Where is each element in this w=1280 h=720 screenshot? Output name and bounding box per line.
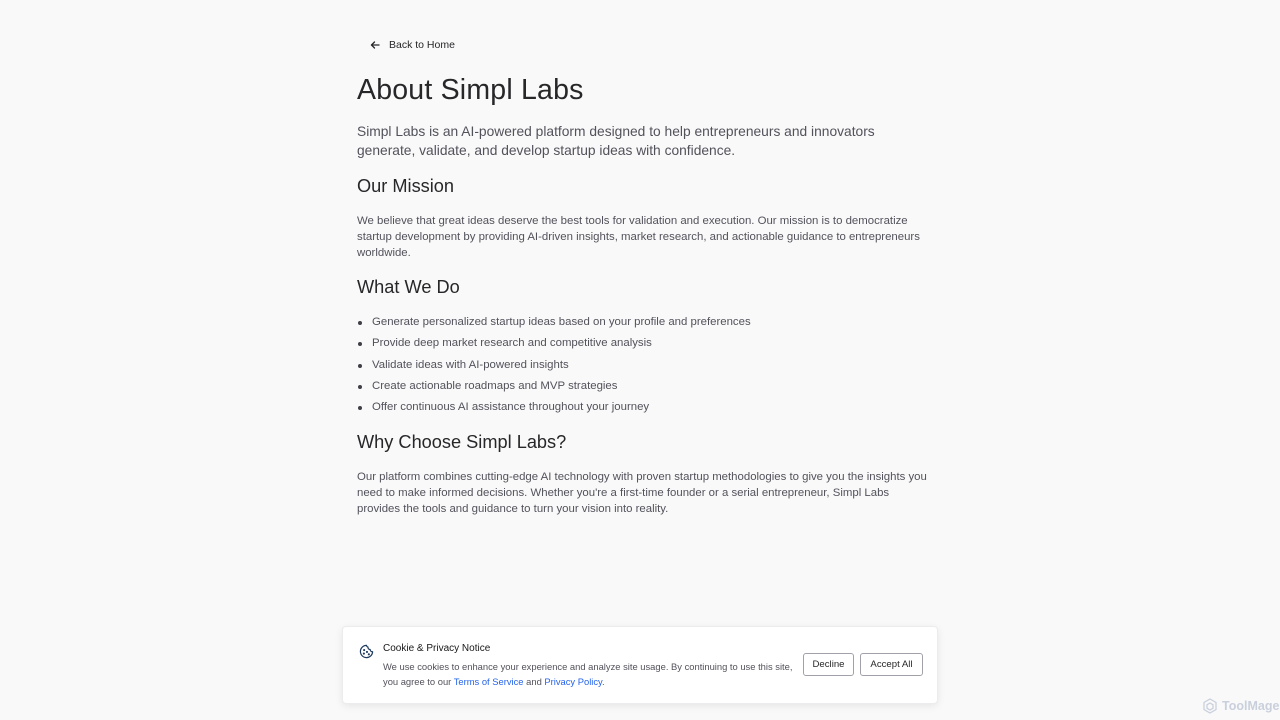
cookie-text-end: . bbox=[602, 676, 605, 687]
page-title: About Simpl Labs bbox=[357, 74, 584, 106]
list-item: Offer continuous AI assistance throughout your journey bbox=[357, 399, 927, 420]
cookie-text bbox=[383, 659, 795, 689]
cookie-text-intro: We use cookies to enhance your experience and analyze site usage. By continuing to use this site, you agree to our bbox=[383, 661, 793, 687]
cookie-banner bbox=[342, 626, 938, 704]
cookie-title: Cookie & Privacy Notice bbox=[383, 643, 491, 654]
back-to-home-link[interactable] bbox=[367, 37, 457, 53]
list-item: Generate personalized startup ideas based on your profile and preferences bbox=[357, 314, 927, 335]
list-item: Provide deep market research and competitive analysis bbox=[357, 335, 927, 356]
list-item: Create actionable roadmaps and MVP strategies bbox=[357, 378, 927, 399]
accept-all-button[interactable]: Accept All bbox=[860, 653, 923, 676]
terms-of-service-link[interactable]: Terms of Service bbox=[453, 676, 524, 687]
what-we-do-heading: What We Do bbox=[357, 277, 460, 297]
mission-paragraph: We believe that great ideas deserve the best tools for validation and execution. Our mission is to democratize startup development by providing AI-driven insights, market research, and actionable guidance to entrepreneurs worldwide. bbox=[357, 215, 920, 259]
toolmage-logo-icon bbox=[1202, 698, 1218, 714]
intro-paragraph: Simpl Labs is an AI-powered platform designed to help entrepreneurs and innovators generate, validate, and develop startup ideas with confidence. bbox=[357, 124, 875, 158]
cookie-text-and: and bbox=[523, 676, 545, 687]
features-list bbox=[357, 314, 927, 420]
toolmage-watermark bbox=[1202, 698, 1279, 714]
mission-heading: Our Mission bbox=[357, 176, 455, 196]
back-to-home-label: Back to Home bbox=[389, 39, 455, 51]
watermark-text: ToolMage bbox=[1222, 699, 1280, 713]
why-paragraph: Our platform combines cutting-edge AI technology with proven startup methodologies to give you the insights you need to make informed decisions. Whether you're a first-time founder or a serial entrepreneur, Simpl Labs provides the tools and guidance to turn your vision into reality. bbox=[357, 471, 927, 515]
list-item: Validate ideas with AI-powered insights bbox=[357, 357, 927, 378]
privacy-policy-link[interactable]: Privacy Policy bbox=[544, 676, 603, 687]
why-heading: Why Choose Simpl Labs? bbox=[357, 432, 567, 452]
cookie-icon bbox=[359, 644, 374, 659]
arrow-left-icon bbox=[369, 39, 381, 51]
decline-button[interactable]: Decline bbox=[803, 653, 854, 676]
